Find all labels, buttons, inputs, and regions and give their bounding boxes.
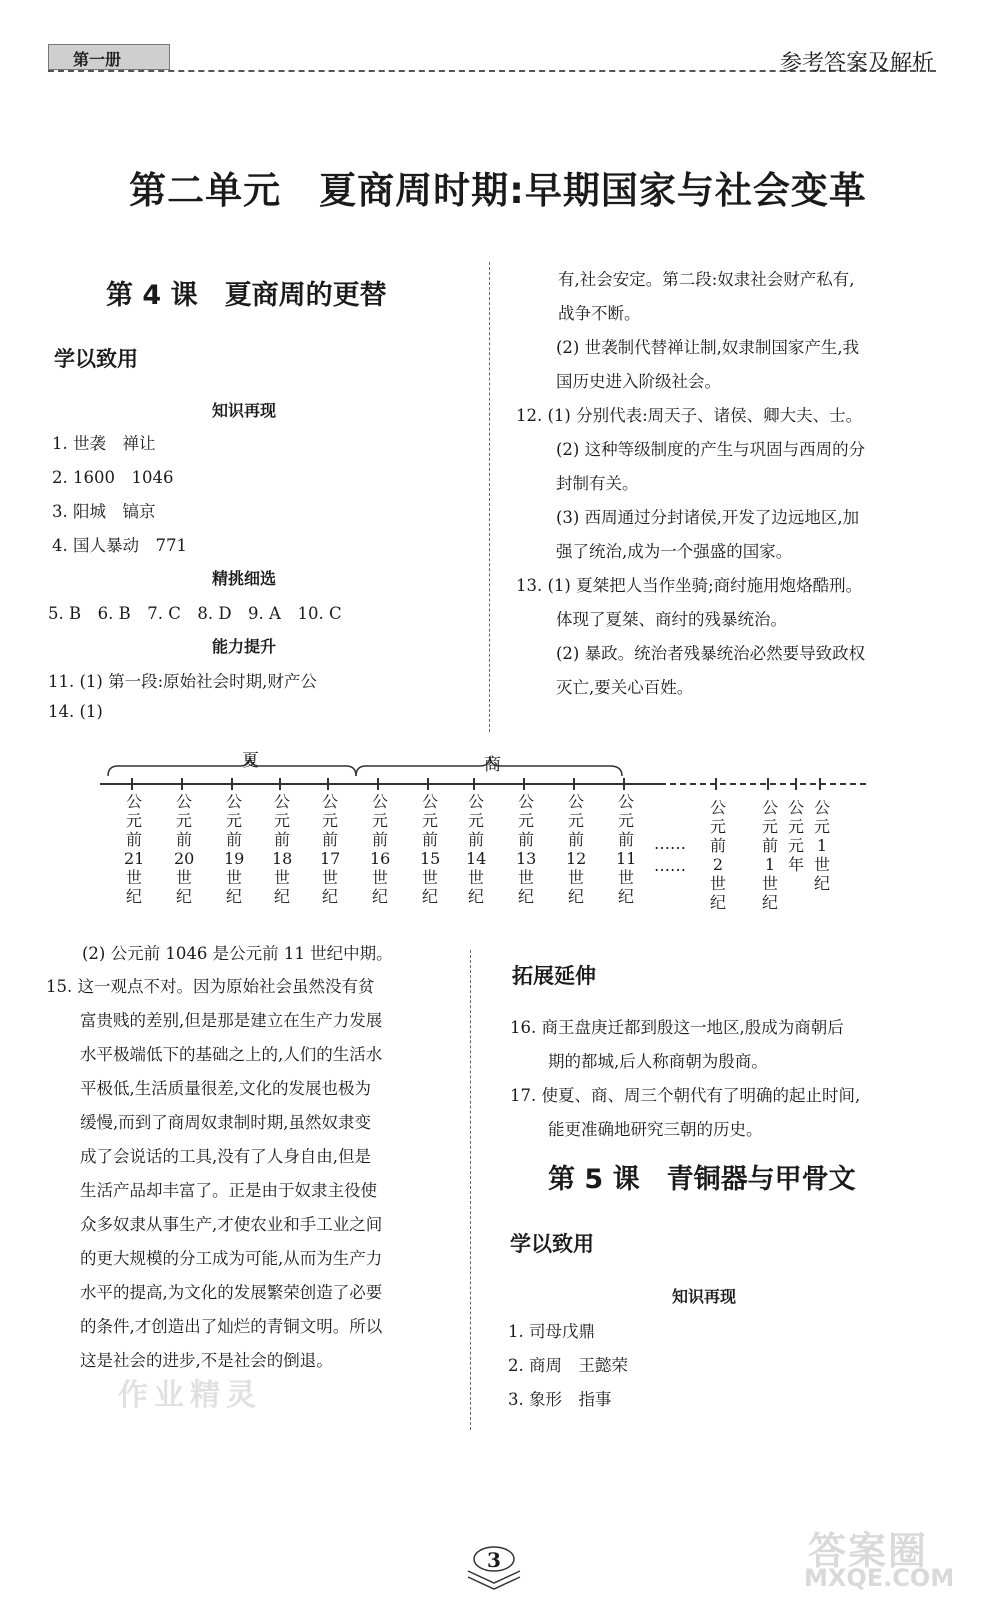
volume-label: 第一册	[73, 50, 122, 69]
section-extend: 拓展延伸	[512, 964, 596, 988]
right-line-3: (2) 世袭制代替禅让制,奴隶制国家产生,我	[556, 338, 860, 357]
timeline-tick-label: 公元前21世纪	[124, 792, 145, 906]
knowledge-item-3: 3. 阳城 镐京	[52, 502, 156, 521]
unit-title: 第二单元 夏商周时期:早期国家与社会变革	[129, 169, 867, 212]
lesson5-item-2: 2. 商周 王懿荣	[508, 1356, 628, 1375]
q17-line2: 能更准确地研究三朝的历史。	[548, 1120, 763, 1139]
column-divider-top	[489, 262, 490, 732]
timeline-tick-label: 公元前2世纪	[709, 798, 726, 912]
select-answers: 5. B 6. B 7. C 8. D 9. A 10. C	[48, 604, 342, 623]
timeline-tick-label: 公元前17世纪	[320, 792, 341, 906]
timeline-tick-label: 公元前16世纪	[370, 792, 391, 906]
right-line-5: 12. (1) 分别代表:周天子、诸侯、卿大夫、士。	[516, 406, 863, 425]
lesson5-sub-knowledge: 知识再现	[672, 1287, 737, 1306]
q14-part2: (2) 公元前 1046 是公元前 11 世纪中期。	[82, 944, 393, 963]
timeline-tick-label: 公元前18世纪	[272, 792, 293, 906]
q16-line1: 16. 商王盘庚迁都到殷这一地区,殷成为商朝后	[510, 1018, 844, 1037]
lesson5-item-1: 1. 司母戊鼎	[508, 1322, 595, 1341]
timeline-shang-label: 商	[484, 755, 501, 775]
q14-line1: 14. (1)	[48, 702, 103, 721]
knowledge-item-2: 2. 1600 1046	[52, 468, 174, 487]
header-title: 参考答案及解析	[779, 51, 934, 76]
watermark-site: MXQE.COM	[804, 1564, 955, 1592]
q15-line: 水平的提高,为文化的发展繁荣创造了必要	[80, 1283, 383, 1302]
lesson5-item-3: 3. 象形 指事	[508, 1390, 612, 1409]
right-line-13: 灭亡,要关心百姓。	[556, 678, 694, 697]
q15-line: 成了会说话的工具,没有了人身自由,但是	[80, 1147, 371, 1166]
timeline-tick-label: 公元元年	[787, 798, 804, 874]
lesson4-sub-knowledge: 知识再现	[212, 401, 277, 420]
right-line-4: 国历史进入阶级社会。	[556, 372, 721, 391]
lesson4-sub-ability: 能力提升	[212, 637, 277, 656]
watermark-logo: 答案圈	[808, 1529, 929, 1573]
timeline-tick-label: 公元1世纪	[813, 798, 830, 893]
right-line-11: 体现了夏桀、商纣的残暴统治。	[556, 610, 787, 629]
q15-line: 富贵贱的差别,但是那是建立在生产力发展	[80, 1011, 383, 1030]
lesson5-section-apply: 学以致用	[510, 1232, 594, 1256]
right-line-1: 有,社会安定。第二段:奴隶社会财产私有,	[558, 270, 855, 289]
timeline-tick-label: 公元前12世纪	[566, 792, 587, 906]
knowledge-item-4: 4. 国人暴动 771	[52, 536, 187, 555]
timeline	[100, 742, 870, 932]
right-line-8: (3) 西周通过分封诸侯,开发了边远地区,加	[556, 508, 860, 527]
timeline-tick-label: 公元前1世纪	[761, 798, 778, 912]
page-number-badge	[464, 1543, 524, 1583]
timeline-tick-label: 公元前13世纪	[516, 792, 537, 906]
column-divider-bottom	[470, 950, 471, 1430]
lesson4-title: 第 4 课 夏商周的更替	[106, 280, 387, 311]
right-line-2: 战争不断。	[558, 304, 641, 323]
right-line-9: 强了统治,成为一个强盛的国家。	[556, 542, 793, 561]
right-line-12: (2) 暴政。统治者残暴统治必然要导致政权	[556, 644, 866, 663]
lesson4-section-apply: 学以致用	[54, 347, 138, 371]
timeline-xia-label: 夏	[242, 751, 259, 771]
timeline-ellipsis-1: ……	[654, 834, 686, 853]
q15-line: 水平极端低下的基础之上的,人们的生活水	[80, 1045, 383, 1064]
q15-line: 众多奴隶从事生产,才使农业和手工业之间	[80, 1215, 383, 1234]
q15-line: 的更大规模的分工成为可能,从而为生产力	[80, 1249, 383, 1268]
volume-tab	[48, 44, 170, 70]
right-line-6: (2) 这种等级制度的产生与巩固与西周的分	[556, 440, 866, 459]
timeline-tick-label: 公元前15世纪	[420, 792, 441, 906]
q16-line2: 期的都城,后人称商朝为殷商。	[548, 1052, 768, 1071]
q15-line: 缓慢,而到了商周奴隶制时期,虽然奴隶变	[80, 1113, 371, 1132]
page-number: 3	[487, 1548, 501, 1572]
timeline-tick-label: 公元前19世纪	[224, 792, 245, 906]
lesson4-sub-select: 精挑细选	[212, 569, 277, 588]
lesson5-title: 第 5 课 青铜器与甲骨文	[548, 1164, 856, 1195]
knowledge-item-1: 1. 世袭 禅让	[52, 434, 156, 453]
q15-line: 生活产品却丰富了。正是由于奴隶主役使	[80, 1181, 377, 1200]
timeline-tick-label: 公元前11世纪	[616, 792, 637, 906]
timeline-tick-label: 公元前14世纪	[466, 792, 487, 906]
right-line-7: 封制有关。	[556, 474, 639, 493]
q15-line: 的条件,才创造出了灿烂的青铜文明。所以	[80, 1317, 383, 1336]
right-line-10: 13. (1) 夏桀把人当作坐骑;商纣施用炮烙酷刑。	[516, 576, 863, 595]
timeline-ellipsis-2: ……	[654, 856, 686, 875]
q15-line: 这是社会的进步,不是社会的倒退。	[80, 1351, 333, 1370]
watermark-zuoye: 作业精灵	[118, 1378, 262, 1413]
q17-line1: 17. 使夏、商、周三个朝代有了明确的起止时间,	[510, 1086, 861, 1105]
timeline-tick-label: 公元前20世纪	[174, 792, 195, 906]
q11-line1: 11. (1) 第一段:原始社会时期,财产公	[48, 672, 317, 691]
q15-line: 15. 这一观点不对。因为原始社会虽然没有贫	[46, 977, 375, 996]
q15-line: 平极低,生活质量很差,文化的发展也极为	[80, 1079, 371, 1098]
